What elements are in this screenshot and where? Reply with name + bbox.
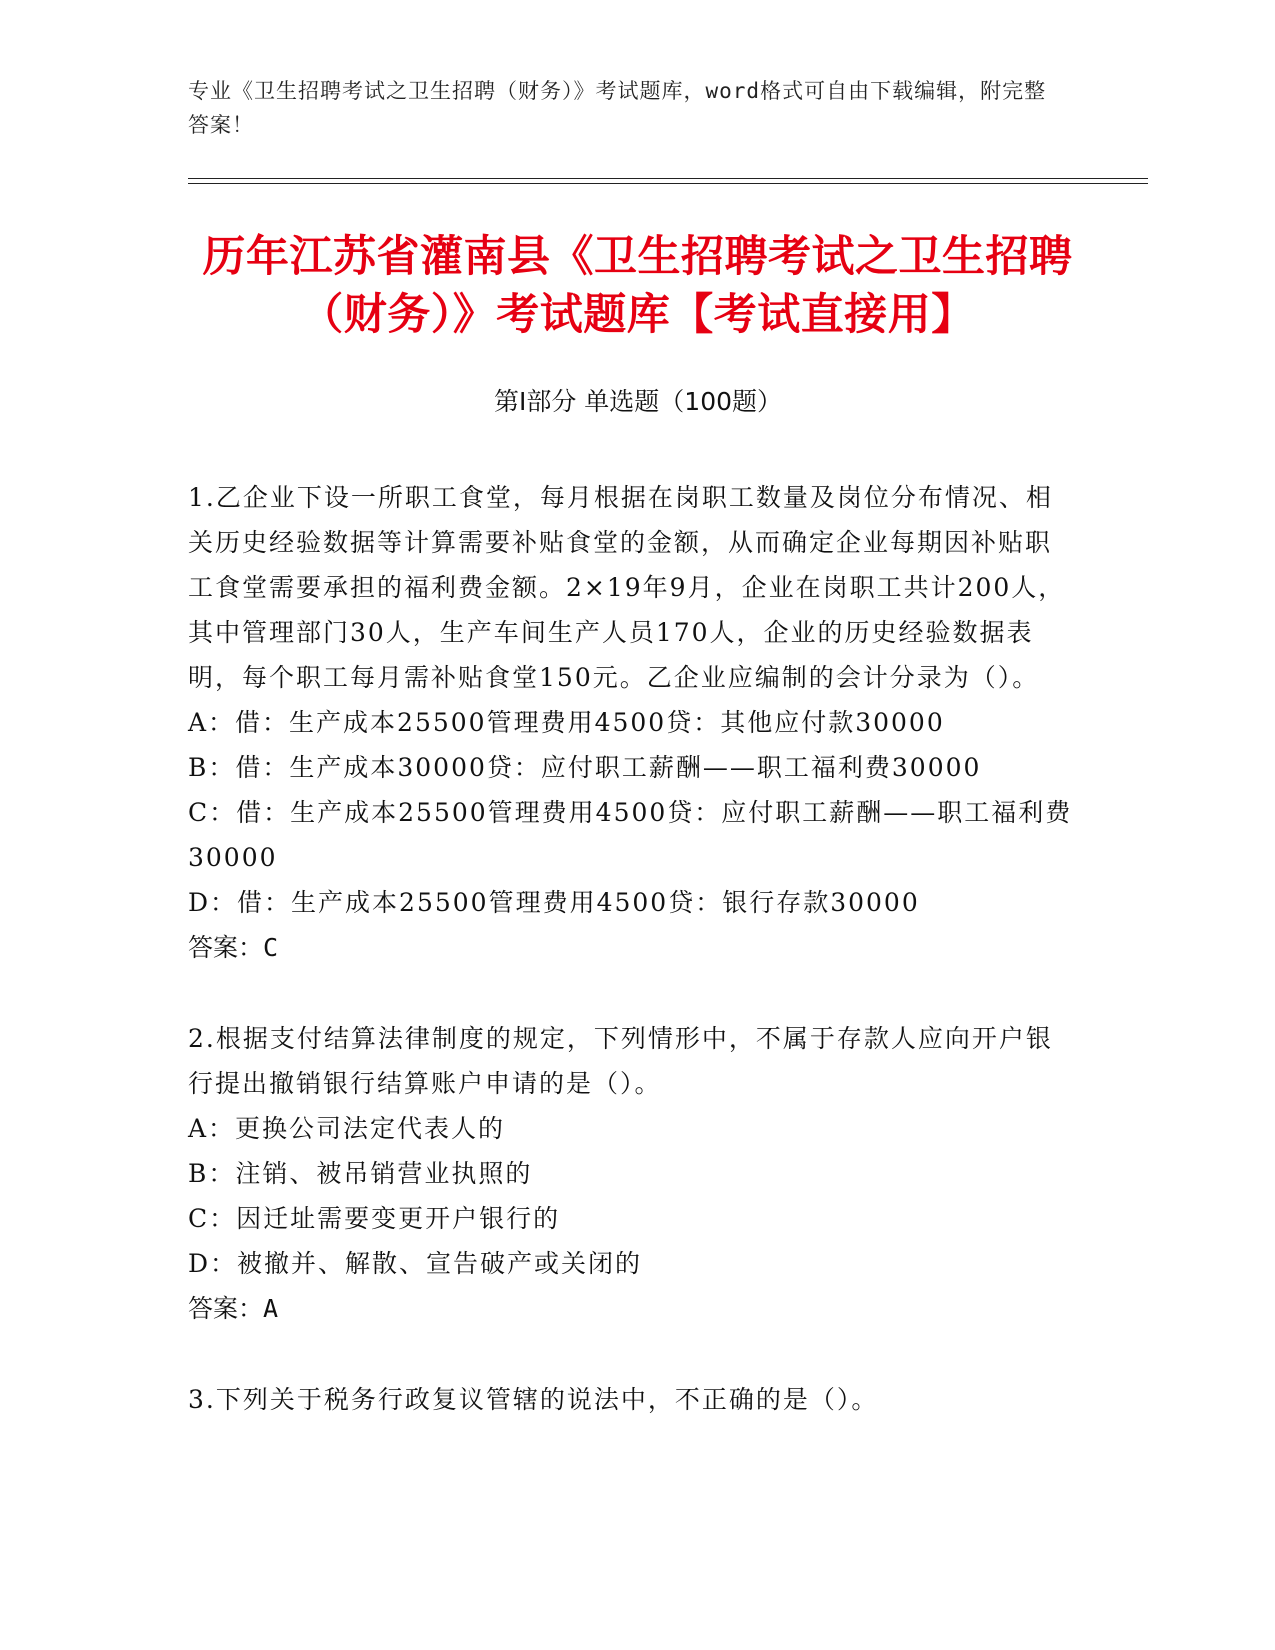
- answer-value: C: [263, 933, 279, 962]
- option-b: B：借：生产成本30000贷：应付职工薪酬——职工福利费30000: [188, 753, 982, 782]
- question-1: [188, 475, 1078, 970]
- answer-value: A: [263, 1294, 279, 1323]
- option-c: C：借：生产成本25500管理费用4500贷：应付职工薪酬——职工福利费30000: [188, 798, 1073, 872]
- question-list: [188, 475, 1078, 1468]
- header-divider-bottom: [188, 183, 1148, 184]
- answer-label: 答案：: [188, 1294, 264, 1323]
- option-a: A：借：生产成本25500管理费用4500贷：其他应付款30000: [188, 708, 945, 737]
- option-b: B：注销、被吊销营业执照的: [188, 1159, 533, 1188]
- option-a: A：更换公司法定代表人的: [188, 1114, 506, 1143]
- header-divider-top: [188, 178, 1148, 179]
- option-d: D：借：生产成本25500管理费用4500贷：银行存款30000: [188, 888, 920, 917]
- question-3: [188, 1377, 1078, 1422]
- option-d: D：被撤并、解散、宣告破产或关闭的: [188, 1249, 643, 1278]
- header-note: 专业《卫生招聘考试之卫生招聘（财务）》考试题库，word格式可自由下载编辑，附完整答案！: [188, 79, 1047, 137]
- section-title: 第Ⅰ部分 单选题（100题）: [493, 387, 783, 416]
- option-c: C：因迁址需要变更开户银行的: [188, 1204, 561, 1233]
- answer-label: 答案：: [188, 933, 264, 962]
- question-stem: 1.乙企业下设一所职工食堂，每月根据在岗职工数量及岗位分布情况、相关历史经验数据等计算需要补贴食堂的金额，从而确定企业每期因补贴职工食堂需要承担的福利费金额。2×19年9月，企业在岗职工共计200人，其中管理部门30人，生产车间生产人员170人，企业的历史经验数据表明，每个职工每月需补贴食堂150元。乙企业应编制的会计分录为（）。: [188, 483, 1066, 692]
- answer-line: [188, 925, 1078, 970]
- question-2: [188, 1016, 1078, 1331]
- question-stem: 2.根据支付结算法律制度的规定，下列情形中，不属于存款人应向开户银行提出撤销银行结算账户申请的是（）。: [188, 1024, 1053, 1098]
- question-stem: 3.下列关于税务行政复议管辖的说法中，不正确的是（）。: [188, 1385, 879, 1414]
- document-title: 历年江苏省灌南县《卫生招聘考试之卫生招聘（财务）》考试题库【考试直接用】: [202, 232, 1073, 340]
- answer-line: [188, 1286, 1078, 1331]
